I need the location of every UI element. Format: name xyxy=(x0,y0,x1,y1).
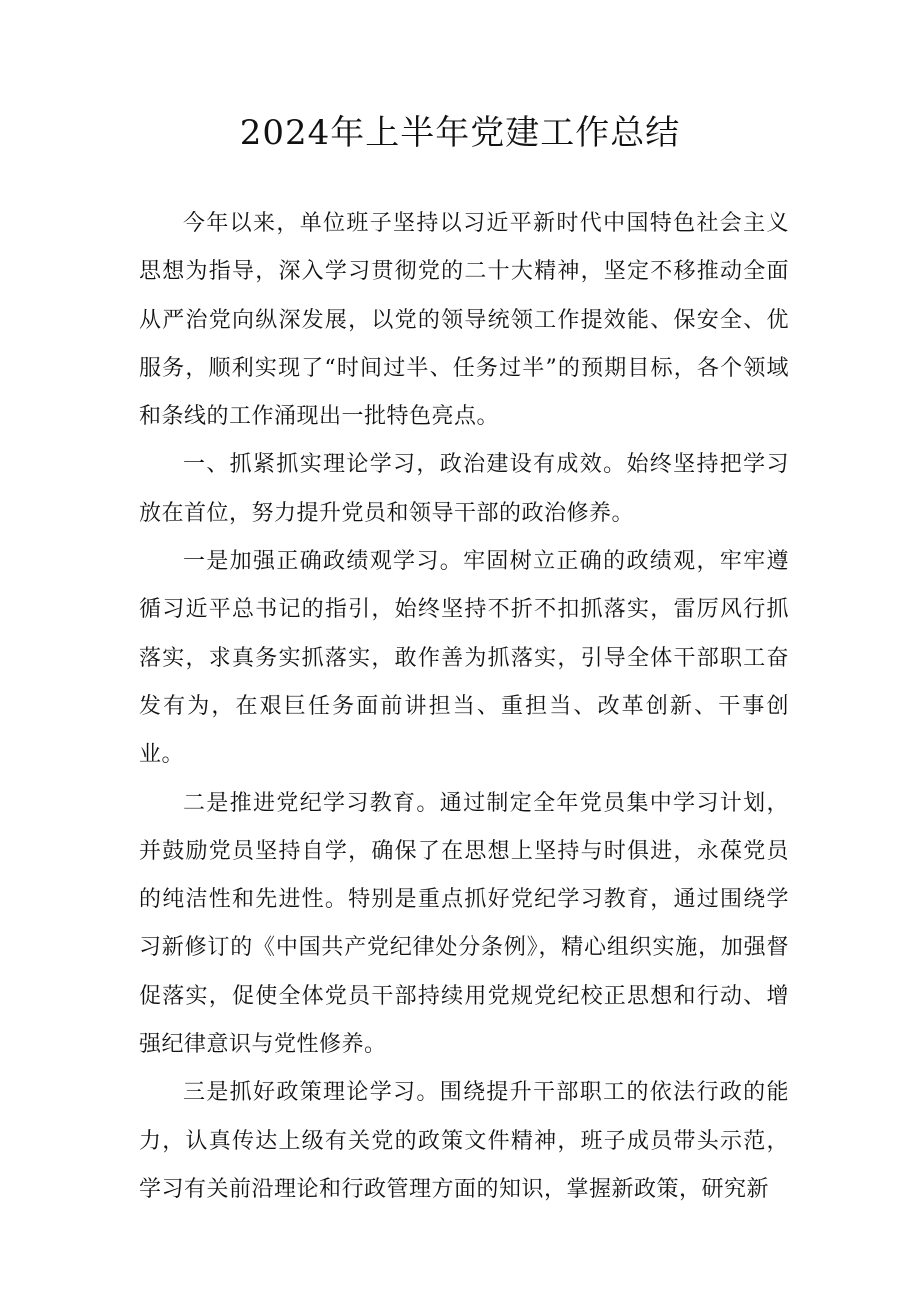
paragraph-item-3: 三是抓好政策理论学习。围绕提升干部职工的依法行政的能力，认真传达上级有关党的政策文件精神，班子成员带头示范，学习有关前沿理论和行政管理方面的知识，掌握新政策，研究新 xyxy=(139,1080,789,1202)
paragraph-item-1: 一是加强正确政绩观学习。牢固树立正确的政绩观，牢牢遵循习近平总书记的指引，始终坚持不折不扣抓落实，雷厉风行抓落实，求真务实抓落实，敢作善为抓落实，引导全体干部职工奋发有为，在艰巨任务面前讲担当、重担当、改革创新、干事创业。 xyxy=(139,549,789,768)
paragraph-intro: 今年以来，单位班子坚持以习近平新时代中国特色社会主义思想为指导，深入学习贯彻党的二十大精神，坚定不移推动全面从严治党向纵深发展，以党的领导统领工作提效能、保安全、优服务，顺利实现了“时间过半、任务过半”的预期目标，各个领域和条线的工作涌现出一批特色亮点。 xyxy=(139,211,789,430)
paragraph-item-2: 二是推进党纪学习教育。通过制定全年党员集中学习计划，并鼓励党员坚持自学，确保了在思想上坚持与时俱进，永葆党员的纯洁性和先进性。特别是重点抓好党纪学习教育，通过围绕学习新修订的《中国共产党纪律处分条例》，精心组织实施，加强督促落实，促使全体党员干部持续用党规党纪校正思想和行动、增强纪律意识与党性修养。 xyxy=(139,790,789,1058)
paragraph-section-1-heading: 一、抓紧抓实理论学习，政治建设有成效。始终坚持把学习放在首位，努力提升党员和领导干部的政治修养。 xyxy=(139,452,789,526)
document-body xyxy=(139,200,789,1214)
document-title: 2024年上半年党建工作总结 xyxy=(239,113,681,153)
